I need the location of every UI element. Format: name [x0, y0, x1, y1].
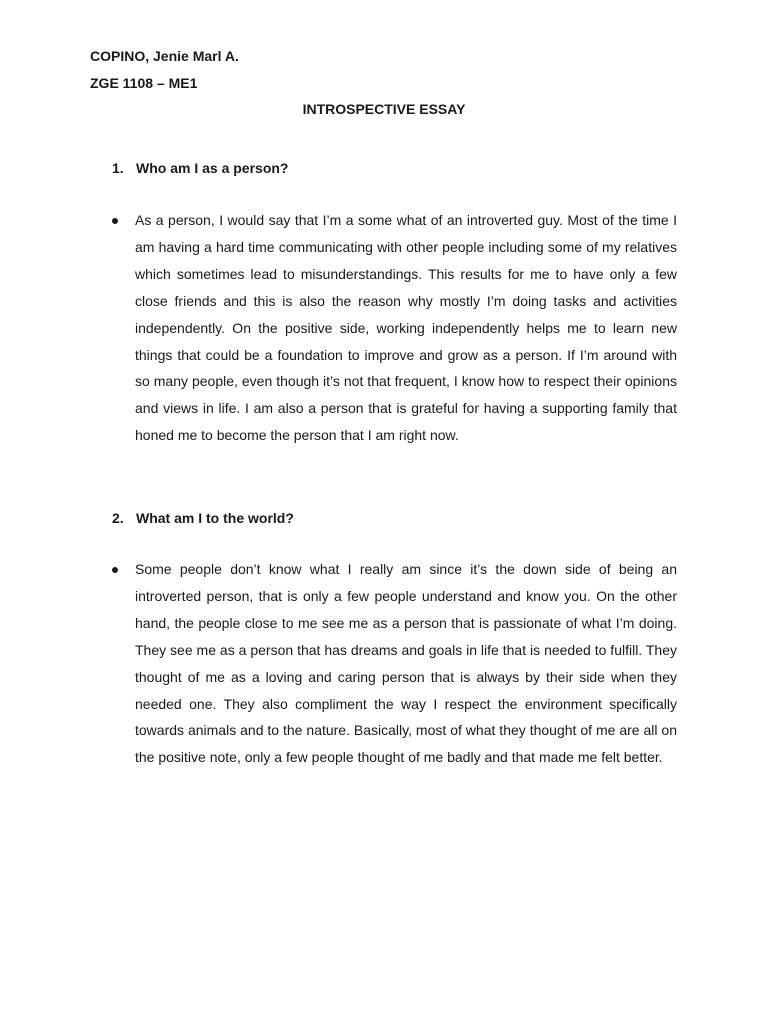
question-text: What am I to the world? [136, 510, 294, 526]
question-number: 2. [112, 510, 124, 526]
author-name: COPINO, Jenie Marl A. [90, 48, 239, 64]
answer-paragraph: Some people don’t know what I really am since it’s the down side of being an introverted person, that is only a few people understand and know you. On the other hand, the people close to me see me as a person that is passionate of what I’m doing. They see me as a person that has dreams and goals in life that is needed to fulfill. They thought of me as a loving and caring person that is always by their side when they needed one. They also compliment the way I respect the environment specifically towards animals and to the nature. Basically, most of what they thought of me are all on the positive note, only a few people thought of me badly and that made me felt better. [135, 561, 677, 766]
question-number: 1. [112, 160, 124, 176]
answer-paragraph: As a person, I would say that I’m a some what of an introverted guy. Most of the time I am having a hard time communicating with other people including some of my relatives which sometimes lead to misunderstandings. This results for me to have only a few close friends and this is also the reason why mostly I’m doing tasks and activities independently. On the positive side, working independently helps me to learn new things that could be a foundation to improve and grow as a person. If I’m around with so many people, even though it’s not that frequent, I know how to respect their opinions and views in life. I am also a person that is grateful for having a supporting family that honed me to become the person that I am right now. [135, 212, 677, 444]
question-text: Who am I as a person? [136, 160, 289, 176]
question-heading [112, 509, 294, 527]
course-code: ZGE 1108 – ME1 [90, 75, 198, 91]
bullet-dot [112, 218, 118, 224]
bullet-dot [112, 567, 118, 573]
essay-title: INTROSPECTIVE ESSAY [302, 101, 466, 117]
question-heading [112, 159, 288, 177]
